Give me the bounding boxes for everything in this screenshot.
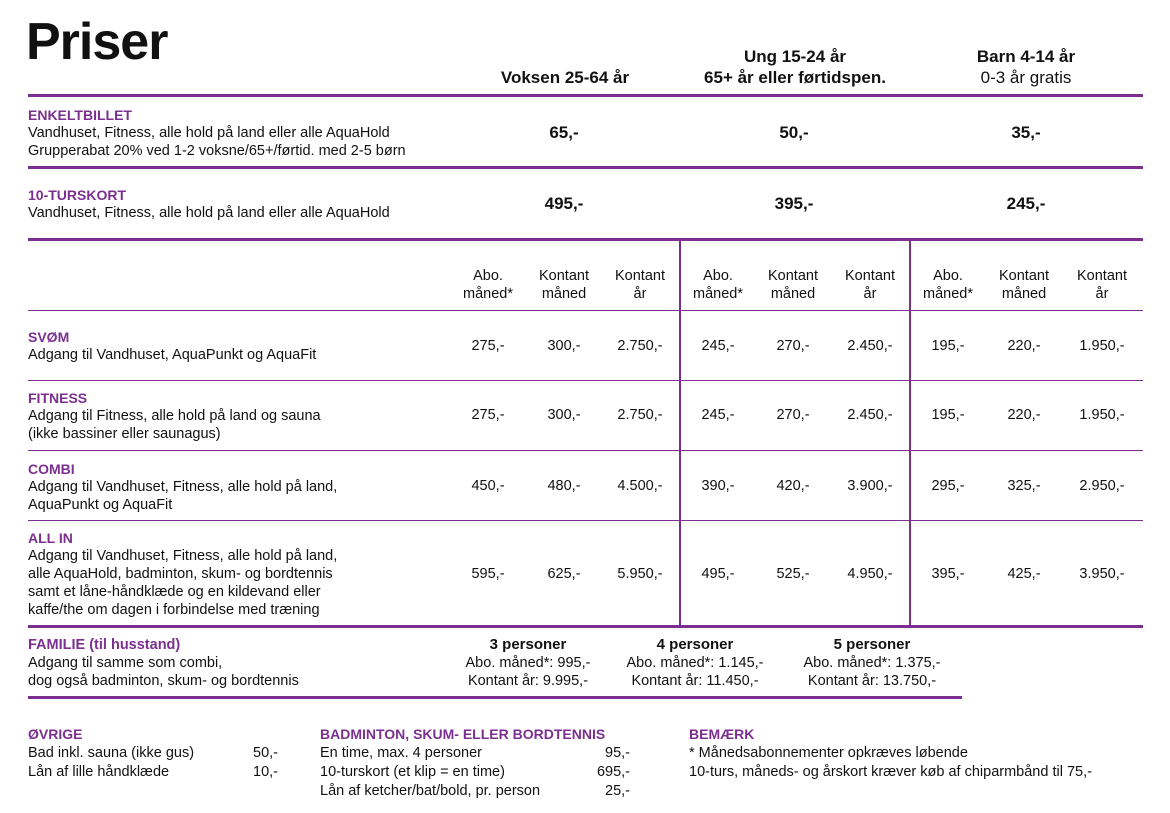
family-title: FAMILIE (til husstand): [28, 637, 181, 653]
badminton-item-label: Lån af ketcher/bat/bold, pr. person: [320, 783, 541, 799]
price-cell: 425,-: [1007, 566, 1041, 582]
price-cell: 395,-: [931, 566, 965, 582]
subheader: [526, 267, 602, 303]
subheader: [910, 267, 986, 303]
family-option-abo: Abo. måned*: 995,-: [465, 655, 591, 671]
price-cell: 1.950,-: [1079, 338, 1125, 354]
price-cell: 625,-: [547, 566, 581, 582]
divider: [28, 625, 1143, 628]
subheader-line: Kontant: [615, 268, 665, 284]
price-cell: 2.750,-: [617, 338, 663, 354]
price-cell: 2.450,-: [847, 407, 893, 423]
combi-desc-line: AquaPunkt og AquaFit: [28, 497, 173, 513]
family-desc-line: Adgang til samme som combi,: [28, 655, 223, 671]
family-option-abo: Abo. måned*: 1.145,-: [626, 655, 764, 671]
divider: [28, 696, 962, 699]
badminton-item-price: 695,-: [596, 764, 630, 780]
family-option-persons: 3 personer: [489, 636, 567, 653]
header-youth-sublabel: 65+ år eller førtidspen.: [704, 68, 886, 87]
combi-desc-line: Adgang til Vandhuset, Fitness, alle hold på land,: [28, 479, 338, 495]
price-cell: 195,-: [931, 338, 965, 354]
divider: [28, 166, 1143, 169]
row-divider: [28, 310, 1143, 311]
tencard-price-child: 245,-: [1006, 194, 1046, 213]
other-item-price: 50,-: [253, 745, 278, 761]
single-ticket-desc-line: Grupperabat 20% ved 1-2 voksne/65+/førtid. med 2-5 børn: [28, 143, 406, 159]
row-divider: [28, 380, 1143, 381]
price-cell: 2.750,-: [617, 407, 663, 423]
tencard-price-youth: 395,-: [774, 194, 814, 213]
price-cell: 1.950,-: [1079, 407, 1125, 423]
subheader-line: måned: [770, 286, 816, 302]
price-cell: 275,-: [471, 338, 505, 354]
svom-title: SVØM: [28, 329, 70, 345]
header-adult: [480, 67, 650, 88]
fitness-desc-line: Adgang til Fitness, alle hold på land og sauna: [28, 408, 321, 424]
svom-desc-line: Adgang til Vandhuset, AquaPunkt og AquaFit: [28, 347, 317, 363]
single-ticket-title: ENKELTBILLET: [28, 107, 132, 123]
subheader-line: Abo.: [473, 268, 503, 284]
badminton-item-price: 25,-: [605, 783, 630, 799]
price-cell: 195,-: [931, 407, 965, 423]
other-title: ØVRIGE: [28, 726, 83, 742]
subheader-line: Kontant: [539, 268, 589, 284]
badminton-title: BADMINTON, SKUM- ELLER BORDTENNIS: [320, 726, 606, 742]
price-cell: 4.500,-: [617, 478, 663, 494]
subheader: [755, 267, 831, 303]
price-cell: 2.450,-: [847, 338, 893, 354]
header-child-sublabel: 0-3 år gratis: [980, 68, 1072, 87]
subheader-line: måned: [541, 286, 587, 302]
note-line: 10-turs, måneds- og årskort kræver køb af chiparmbånd til 75,-: [689, 764, 1092, 780]
single-price-child: 35,-: [1011, 123, 1041, 142]
subheader-line: måned*: [923, 286, 973, 302]
family-option-kontant: Kontant år: 9.995,-: [467, 673, 589, 689]
family-option-4: [610, 636, 780, 690]
other-item: [28, 763, 278, 782]
badminton-item: [320, 744, 630, 763]
price-cell: 495,-: [701, 566, 735, 582]
badminton-item-label: En time, max. 4 personer: [320, 745, 482, 761]
other-item-price: 10,-: [253, 764, 278, 780]
price-cell: 245,-: [701, 338, 735, 354]
price-cell: 275,-: [471, 407, 505, 423]
price-cell: 220,-: [1007, 338, 1041, 354]
subheader-line: Kontant: [845, 268, 895, 284]
price-cell: 270,-: [776, 407, 810, 423]
allin-desc-line: samt et låne-håndklæde og en kildevand eller: [28, 584, 321, 600]
subheader-line: måned: [1001, 286, 1047, 302]
allin-desc-line: kaffe/the om dagen i forbindelse med træning: [28, 602, 320, 618]
subheader-line: Kontant: [1077, 268, 1127, 284]
allin-desc-line: alle AquaHold, badminton, skum- og bordtennis: [28, 566, 333, 582]
price-cell: 325,-: [1007, 478, 1041, 494]
price-cell: 595,-: [471, 566, 505, 582]
price-cell: 270,-: [776, 338, 810, 354]
price-cell: 2.950,-: [1079, 478, 1125, 494]
price-cell: 4.950,-: [847, 566, 893, 582]
price-cell: 245,-: [701, 407, 735, 423]
subheader: [450, 267, 526, 303]
family-option-abo: Abo. måned*: 1.375,-: [803, 655, 941, 671]
row-divider: [28, 450, 1143, 451]
price-cell: 450,-: [471, 478, 505, 494]
header-youth-label: Ung 15-24 år: [743, 47, 847, 66]
badminton-item: [320, 763, 630, 782]
price-cell: 300,-: [547, 407, 581, 423]
subheader: [680, 267, 756, 303]
note-title: BEMÆRK: [689, 726, 755, 742]
single-price-youth: 50,-: [779, 123, 809, 142]
header-youth: [680, 46, 910, 88]
note-line: * Månedsabonnementer opkræves løbende: [689, 745, 968, 761]
price-cell: 5.950,-: [617, 566, 663, 582]
header-child-label: Barn 4-14 år: [976, 47, 1076, 66]
subheader: [602, 267, 678, 303]
family-option-kontant: Kontant år: 13.750,-: [807, 673, 937, 689]
price-cell: 3.900,-: [847, 478, 893, 494]
subheader-line: år: [863, 286, 877, 302]
tencard-title: 10-TURSKORT: [28, 187, 127, 203]
header-child: [936, 46, 1116, 88]
other-item-label: Bad inkl. sauna (ikke gus): [28, 745, 195, 761]
subheader-line: Abo.: [703, 268, 733, 284]
tencard-price-adult: 495,-: [544, 194, 584, 213]
note-text: [689, 744, 1092, 782]
price-cell: 295,-: [931, 478, 965, 494]
family-option-persons: 5 personer: [833, 636, 911, 653]
svom-desc: [28, 346, 316, 364]
allin-desc-line: Adgang til Vandhuset, Fitness, alle hold på land,: [28, 548, 338, 564]
subheader-line: måned*: [463, 286, 513, 302]
subheader-line: måned*: [693, 286, 743, 302]
badminton-item: [320, 782, 630, 801]
fitness-desc-line: (ikke bassiner eller saunagus): [28, 426, 221, 442]
subheader-line: Kontant: [999, 268, 1049, 284]
header-adult-label: Voksen 25-64 år: [500, 68, 630, 87]
subheader-line: Kontant: [768, 268, 818, 284]
divider: [28, 238, 1143, 241]
row-divider: [28, 520, 1143, 521]
single-ticket-desc: [28, 124, 406, 160]
subheader-line: Abo.: [933, 268, 963, 284]
single-price-adult: 65,-: [549, 123, 579, 142]
family-desc: [28, 654, 299, 690]
subheader: [986, 267, 1062, 303]
family-option-persons: 4 personer: [656, 636, 734, 653]
combi-title: COMBI: [28, 461, 75, 477]
fitness-title: FITNESS: [28, 390, 88, 406]
fitness-desc: [28, 407, 321, 443]
divider: [28, 94, 1143, 97]
family-option-3: [443, 636, 613, 690]
page-title: Priser: [26, 13, 168, 71]
subheader-line: år: [1095, 286, 1109, 302]
price-cell: 525,-: [776, 566, 810, 582]
badminton-item-price: 95,-: [605, 745, 630, 761]
price-cell: 3.950,-: [1079, 566, 1125, 582]
tencard-desc: Vandhuset, Fitness, alle hold på land eller alle AquaHold: [28, 205, 390, 221]
subheader-line: år: [633, 286, 647, 302]
family-option-kontant: Kontant år: 11.450,-: [631, 673, 759, 689]
family-desc-line: dog også badminton, skum- og bordtennis: [28, 673, 299, 689]
subheader: [1064, 267, 1140, 303]
allin-title: ALL IN: [28, 530, 73, 546]
single-ticket-desc-line: Vandhuset, Fitness, alle hold på land eller alle AquaHold: [28, 125, 390, 141]
price-cell: 480,-: [547, 478, 581, 494]
family-option-5: [787, 636, 957, 690]
price-cell: 300,-: [547, 338, 581, 354]
price-cell: 420,-: [776, 478, 810, 494]
subheader: [832, 267, 908, 303]
badminton-item-label: 10-turskort (et klip = en time): [320, 764, 505, 780]
price-cell: 390,-: [701, 478, 735, 494]
price-cell: 220,-: [1007, 407, 1041, 423]
badminton-list: [320, 744, 630, 801]
other-item: [28, 744, 278, 763]
allin-desc: [28, 547, 337, 619]
other-list: [28, 744, 278, 782]
combi-desc: [28, 478, 337, 514]
other-item-label: Lån af lille håndklæde: [28, 764, 170, 780]
